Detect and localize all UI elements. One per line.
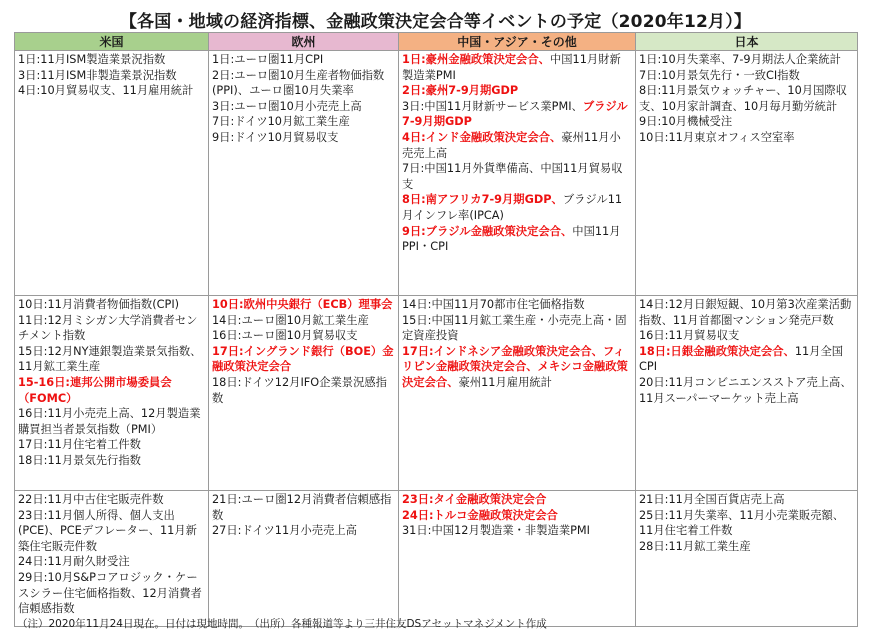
event-highlight: ブラジル7-9月期GDP — [402, 99, 628, 129]
event-item: 23日:11月個人所得、個人支出(PCE)、PCEデフレーター、11月新築住宅販売件数 — [18, 508, 197, 553]
event-item: 16日:ユーロ圏10月貿易収支 — [212, 329, 358, 343]
event-item: 3日:ユーロ圏10月小売売上高 — [212, 99, 362, 113]
event-item: 7日:ドイツ10月鉱工業生産 — [212, 115, 350, 129]
event-item: 15日:12月NY連銀製造業景気指数、11月鉱工業生産 — [18, 344, 202, 374]
event-highlight: 1日:豪州金融政策決定会合、 — [402, 53, 550, 66]
cell-europe — [209, 491, 399, 627]
event-item: 18日:11月景気先行指数 — [18, 453, 141, 467]
event-highlight: 9日:ブラジル金融政策決定会合、 — [402, 224, 573, 238]
event-item: 29日:10月S&Pコアロジック・ケースシラー住宅価格指数、12月消費者信頼感指数 — [18, 570, 202, 616]
event-item: 11日:12月ミシガン大学消費者センチメント指数 — [18, 313, 198, 343]
event-item — [402, 52, 632, 83]
event-item: 14日:ユーロ圏10月鉱工業生産 — [212, 313, 369, 327]
event-text: 中国11月財新製造業PMI — [402, 53, 621, 82]
event-item — [402, 344, 632, 391]
event-item — [402, 130, 632, 161]
event-calendar-table — [14, 32, 858, 627]
event-item: 14日:12月日銀短観、10月第3次産業活動指数、11月首都圏マンション発売戸数 — [639, 298, 852, 327]
event-item: 17日:イングランド銀行（BOE）金融政策決定会合 — [212, 344, 394, 374]
cell-us — [15, 51, 209, 296]
event-item: 9日:10月機械受注 — [639, 115, 733, 129]
event-text: 中国11月PPI・CPI — [402, 224, 621, 254]
table-row — [15, 296, 858, 491]
cell-japan — [636, 51, 858, 296]
event-item: 20日:11月コンビニエンスストア売上高、11月スーパーマーケット売上高 — [639, 375, 852, 405]
event-item — [402, 224, 632, 255]
cell-japan — [636, 491, 858, 627]
cell-europe — [209, 296, 399, 491]
event-item — [639, 344, 854, 375]
event-item: 21日:11月全国百貨店売上高 — [639, 493, 785, 506]
cell-us — [15, 491, 209, 627]
event-item: 21日:ユーロ圏12月消費者信頼感指数 — [212, 493, 392, 522]
event-highlight: 2日:豪州7-9月期GDP — [402, 84, 519, 98]
column-header-us: 米国 — [15, 33, 209, 51]
event-item: 1日:ユーロ圏11月CPI — [212, 53, 324, 66]
cell-us — [15, 296, 209, 491]
event-item — [402, 508, 632, 524]
event-text: 豪州11月雇用統計 — [458, 375, 552, 389]
cell-europe — [209, 51, 399, 296]
event-item: 9日:ドイツ10月貿易収支 — [212, 130, 339, 144]
table-row — [15, 51, 858, 296]
event-item — [402, 297, 632, 313]
event-highlight: 18日:日銀金融政策決定会合、 — [639, 344, 795, 358]
event-item: 8日:11月景気ウォッチャー、10月国際収支、10月家計調査、10月毎月勤労統計 — [639, 84, 847, 113]
event-item — [402, 523, 632, 539]
event-text: 15日:中国11月鉱工業生産・小売売上高・固定資産投資 — [402, 313, 627, 343]
event-text: 3日:中国11月財新サービス業PMI、 — [402, 99, 583, 113]
event-item: 18日:ドイツ12月IFO企業景況感指数 — [212, 375, 387, 405]
event-item: 24日:11月耐久財受注 — [18, 555, 130, 569]
event-text: 31日:中国12月製造業・非製造業PMI — [402, 524, 591, 538]
event-item: 1日:11月ISM製造業景況指数 — [18, 53, 166, 66]
cell-asia — [399, 296, 636, 491]
event-item: 3日:11月ISM非製造業景況指数 — [18, 68, 177, 82]
event-item — [402, 313, 632, 344]
event-item — [402, 492, 632, 508]
event-item: 16日:11月貿易収支 — [639, 329, 740, 343]
event-text: 豪州11月小売売上高 — [402, 130, 621, 160]
event-text: 14日:中国11月70都市住宅価格指数 — [402, 298, 585, 311]
event-item: 4日:10月貿易収支、11月雇用統計 — [18, 84, 194, 98]
event-text: 11月全国CPI — [639, 344, 844, 374]
column-header-japan: 日本 — [636, 33, 858, 51]
event-item — [402, 99, 632, 130]
event-highlight: 17日:インドネシア金融政策決定会合、フィリピン金融政策決定会合、メキシコ金融政策決定会合、 — [402, 344, 628, 389]
event-item: 27日:ドイツ11月小売売上高 — [212, 524, 357, 538]
event-item — [402, 192, 632, 223]
column-header-asia: 中国・アジア・その他 — [399, 33, 636, 51]
cell-asia — [399, 491, 636, 627]
event-item: 2日:ユーロ圏10月生産者物価指数(PPI)、ユーロ圏10月失業率 — [212, 68, 385, 98]
event-item: 15-16日:連邦公開市場委員会（FOMC） — [18, 375, 172, 405]
event-item — [402, 161, 632, 192]
table-row — [15, 491, 858, 627]
event-highlight: 24日:トルコ金融政策決定会合 — [402, 508, 558, 522]
event-item: 10日:欧州中央銀行（ECB）理事会 — [212, 298, 393, 311]
column-header-row — [15, 33, 858, 51]
event-highlight: 23日:タイ金融政策決定会合 — [402, 493, 547, 506]
event-item: 28日:11月鉱工業生産 — [639, 539, 751, 553]
event-item: 1日:10月失業率、7-9月期法人企業統計 — [639, 53, 841, 66]
event-item: 16日:11月小売売上高、12月製造業購買担当者景気指数（PMI） — [18, 407, 201, 436]
cell-asia — [399, 51, 636, 296]
event-item: 7日:10月景気先行・一致CI指数 — [639, 68, 800, 82]
page-title: 【各国・地域の経済指標、金融政策決定会合等イベントの予定（2020年12月）】 — [119, 12, 752, 32]
event-highlight: 4日:インド金融政策決定会合、 — [402, 130, 562, 144]
footnote: （注）2020年11月24日現在。日付は現地時間。 （出所）各種報道等より三井住友DSアセットマネジメント作成 — [17, 618, 547, 630]
column-header-europe: 欧州 — [209, 33, 399, 51]
event-item: 22日:11月中古住宅販売件数 — [18, 493, 164, 506]
event-text: ブラジル11月インフレ率(IPCA) — [402, 193, 623, 222]
event-highlight: 8日:南アフリカ7-9月期GDP、 — [402, 193, 563, 207]
cell-japan — [636, 296, 858, 491]
event-item — [402, 83, 632, 99]
event-text: 7日:中国11月外貨準備高、中国11月貿易収支 — [402, 162, 623, 191]
event-item: 10日:11月東京オフィス空室率 — [639, 130, 795, 144]
event-item: 17日:11月住宅着工件数 — [18, 438, 141, 452]
event-item: 10日:11月消費者物価指数(CPI) — [18, 298, 180, 311]
event-item: 25日:11月失業率、11月小売業販売額、11月住宅着工件数 — [639, 508, 845, 538]
